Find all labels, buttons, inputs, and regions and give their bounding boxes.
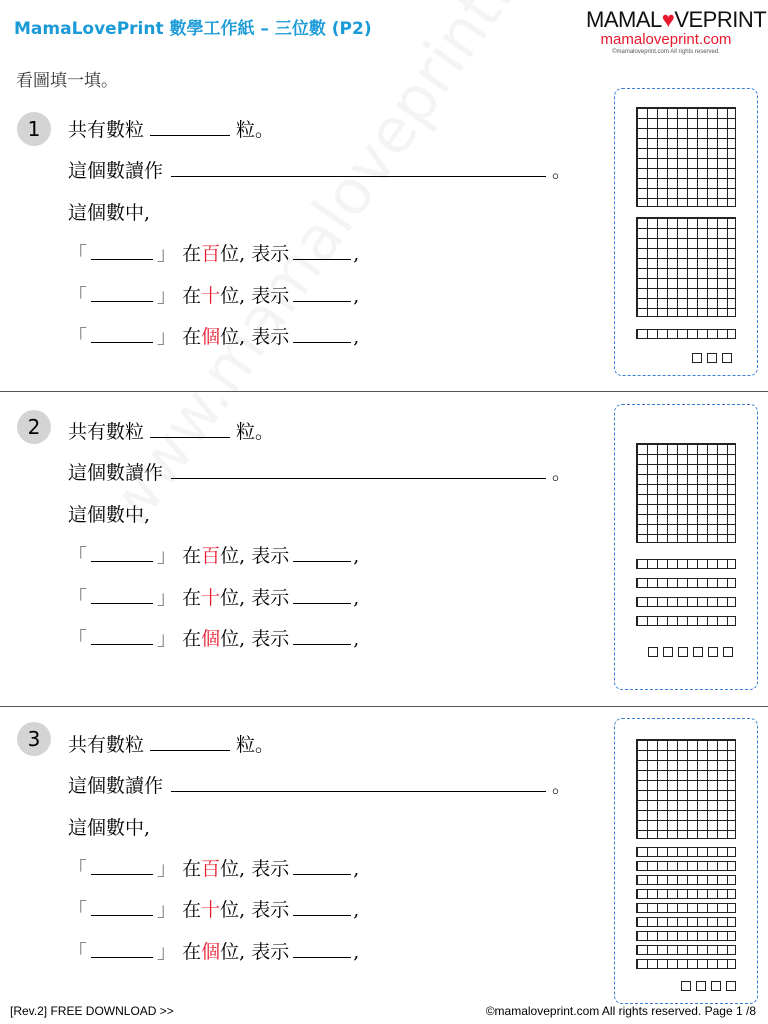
hundreds-place-line: 「 」 在百位, 表示 , xyxy=(68,243,360,265)
ten-rod xyxy=(636,889,736,899)
read-as-blank[interactable] xyxy=(171,159,546,177)
logo-url: mamaloveprint.com xyxy=(600,31,732,48)
total-count-blank[interactable] xyxy=(150,420,230,438)
ten-rod xyxy=(636,329,736,339)
tens-digit-blank[interactable] xyxy=(91,284,153,302)
one-unit xyxy=(708,647,718,657)
one-unit xyxy=(696,981,706,991)
in-number-line: 這個數中, xyxy=(68,504,151,526)
hundreds-value-blank[interactable] xyxy=(293,857,351,875)
one-unit xyxy=(723,647,733,657)
tens-value-blank[interactable] xyxy=(293,898,351,916)
ten-rod xyxy=(636,945,736,955)
footer-copyright: ©mamaloveprint.com All rights reserved. Page 1 /8 xyxy=(485,1004,756,1018)
hundred-block xyxy=(636,217,736,317)
tens-value-blank[interactable] xyxy=(293,586,351,604)
tens-value-blank[interactable] xyxy=(293,284,351,302)
ten-rod xyxy=(636,578,736,588)
hundreds-place-line: 「 」 在百位, 表示 , xyxy=(68,858,360,880)
ten-rod xyxy=(636,616,736,626)
read-as-line: 這個數讀作 。 xyxy=(68,160,572,182)
one-unit xyxy=(678,647,688,657)
one-unit xyxy=(711,981,721,991)
hundred-block xyxy=(636,739,736,839)
hundreds-place-line: 「 」 在百位, 表示 , xyxy=(68,545,360,567)
in-number-line: 這個數中, xyxy=(68,202,151,224)
ones-place-line: 「 」 在個位, 表示 , xyxy=(68,628,360,650)
ten-rod xyxy=(636,861,736,871)
one-unit xyxy=(722,353,732,363)
tens-place-line: 「 」 在十位, 表示 , xyxy=(68,285,360,307)
base-ten-blocks-panel xyxy=(614,88,758,376)
ones-units xyxy=(648,647,733,657)
logo-wordmark: MAMAL♥VEPRINT xyxy=(586,7,767,32)
ten-rod xyxy=(636,931,736,941)
question-number: 2 xyxy=(17,410,51,444)
one-unit xyxy=(663,647,673,657)
ones-digit-blank[interactable] xyxy=(91,325,153,343)
in-number-line: 這個數中, xyxy=(68,817,151,839)
ten-rod xyxy=(636,847,736,857)
ten-rod xyxy=(636,917,736,927)
tens-place-line: 「 」 在十位, 表示 , xyxy=(68,587,360,609)
hundreds-digit-blank[interactable] xyxy=(91,544,153,562)
total-count-blank[interactable] xyxy=(150,118,230,136)
ones-digit-blank[interactable] xyxy=(91,627,153,645)
ten-rod xyxy=(636,875,736,885)
ten-rod xyxy=(636,559,736,569)
ones-digit-blank[interactable] xyxy=(91,940,153,958)
total-count-line: 共有數粒 粒。 xyxy=(68,421,275,443)
one-unit xyxy=(681,981,691,991)
worksheet-title: MamaLovePrint 數學工作紙 – 三位數 (P2) xyxy=(14,19,372,39)
ten-rod xyxy=(636,959,736,969)
ones-units xyxy=(692,353,732,363)
read-as-blank[interactable] xyxy=(171,461,546,479)
question-number: 1 xyxy=(17,112,51,146)
read-as-line: 這個數讀作 。 xyxy=(68,462,572,484)
ones-value-blank[interactable] xyxy=(293,325,351,343)
base-ten-blocks-panel xyxy=(614,718,758,1004)
hundreds-value-blank[interactable] xyxy=(293,544,351,562)
one-unit xyxy=(707,353,717,363)
heart-icon: ♥ xyxy=(661,7,675,32)
instruction-text: 看圖填一填。 xyxy=(16,71,118,91)
footer-download-link[interactable]: [Rev.2] FREE DOWNLOAD >> xyxy=(10,1004,174,1018)
ones-place-line: 「 」 在個位, 表示 , xyxy=(68,941,360,963)
hundreds-digit-blank[interactable] xyxy=(91,242,153,260)
hundred-block xyxy=(636,107,736,207)
base-ten-blocks-panel xyxy=(614,404,758,690)
section-divider xyxy=(0,706,768,707)
one-unit xyxy=(693,647,703,657)
ones-units xyxy=(681,981,736,991)
tens-place-line: 「 」 在十位, 表示 , xyxy=(68,899,360,921)
logo-rights: ©mamaloveprint.com All rights reserved. xyxy=(612,49,720,55)
one-unit xyxy=(726,981,736,991)
tens-digit-blank[interactable] xyxy=(91,898,153,916)
one-unit xyxy=(648,647,658,657)
ten-rod xyxy=(636,597,736,607)
total-count-line: 共有數粒 粒。 xyxy=(68,119,275,141)
one-unit xyxy=(692,353,702,363)
ones-value-blank[interactable] xyxy=(293,940,351,958)
hundreds-digit-blank[interactable] xyxy=(91,857,153,875)
total-count-blank[interactable] xyxy=(150,733,230,751)
ones-value-blank[interactable] xyxy=(293,627,351,645)
ones-place-line: 「 」 在個位, 表示 , xyxy=(68,326,360,348)
section-divider xyxy=(0,391,768,392)
question-number: 3 xyxy=(17,722,51,756)
read-as-blank[interactable] xyxy=(171,774,546,792)
brand-logo xyxy=(586,7,767,56)
hundred-block xyxy=(636,443,736,543)
total-count-line: 共有數粒 粒。 xyxy=(68,734,275,756)
tens-digit-blank[interactable] xyxy=(91,586,153,604)
ten-rod xyxy=(636,903,736,913)
read-as-line: 這個數讀作 。 xyxy=(68,775,572,797)
hundreds-value-blank[interactable] xyxy=(293,242,351,260)
